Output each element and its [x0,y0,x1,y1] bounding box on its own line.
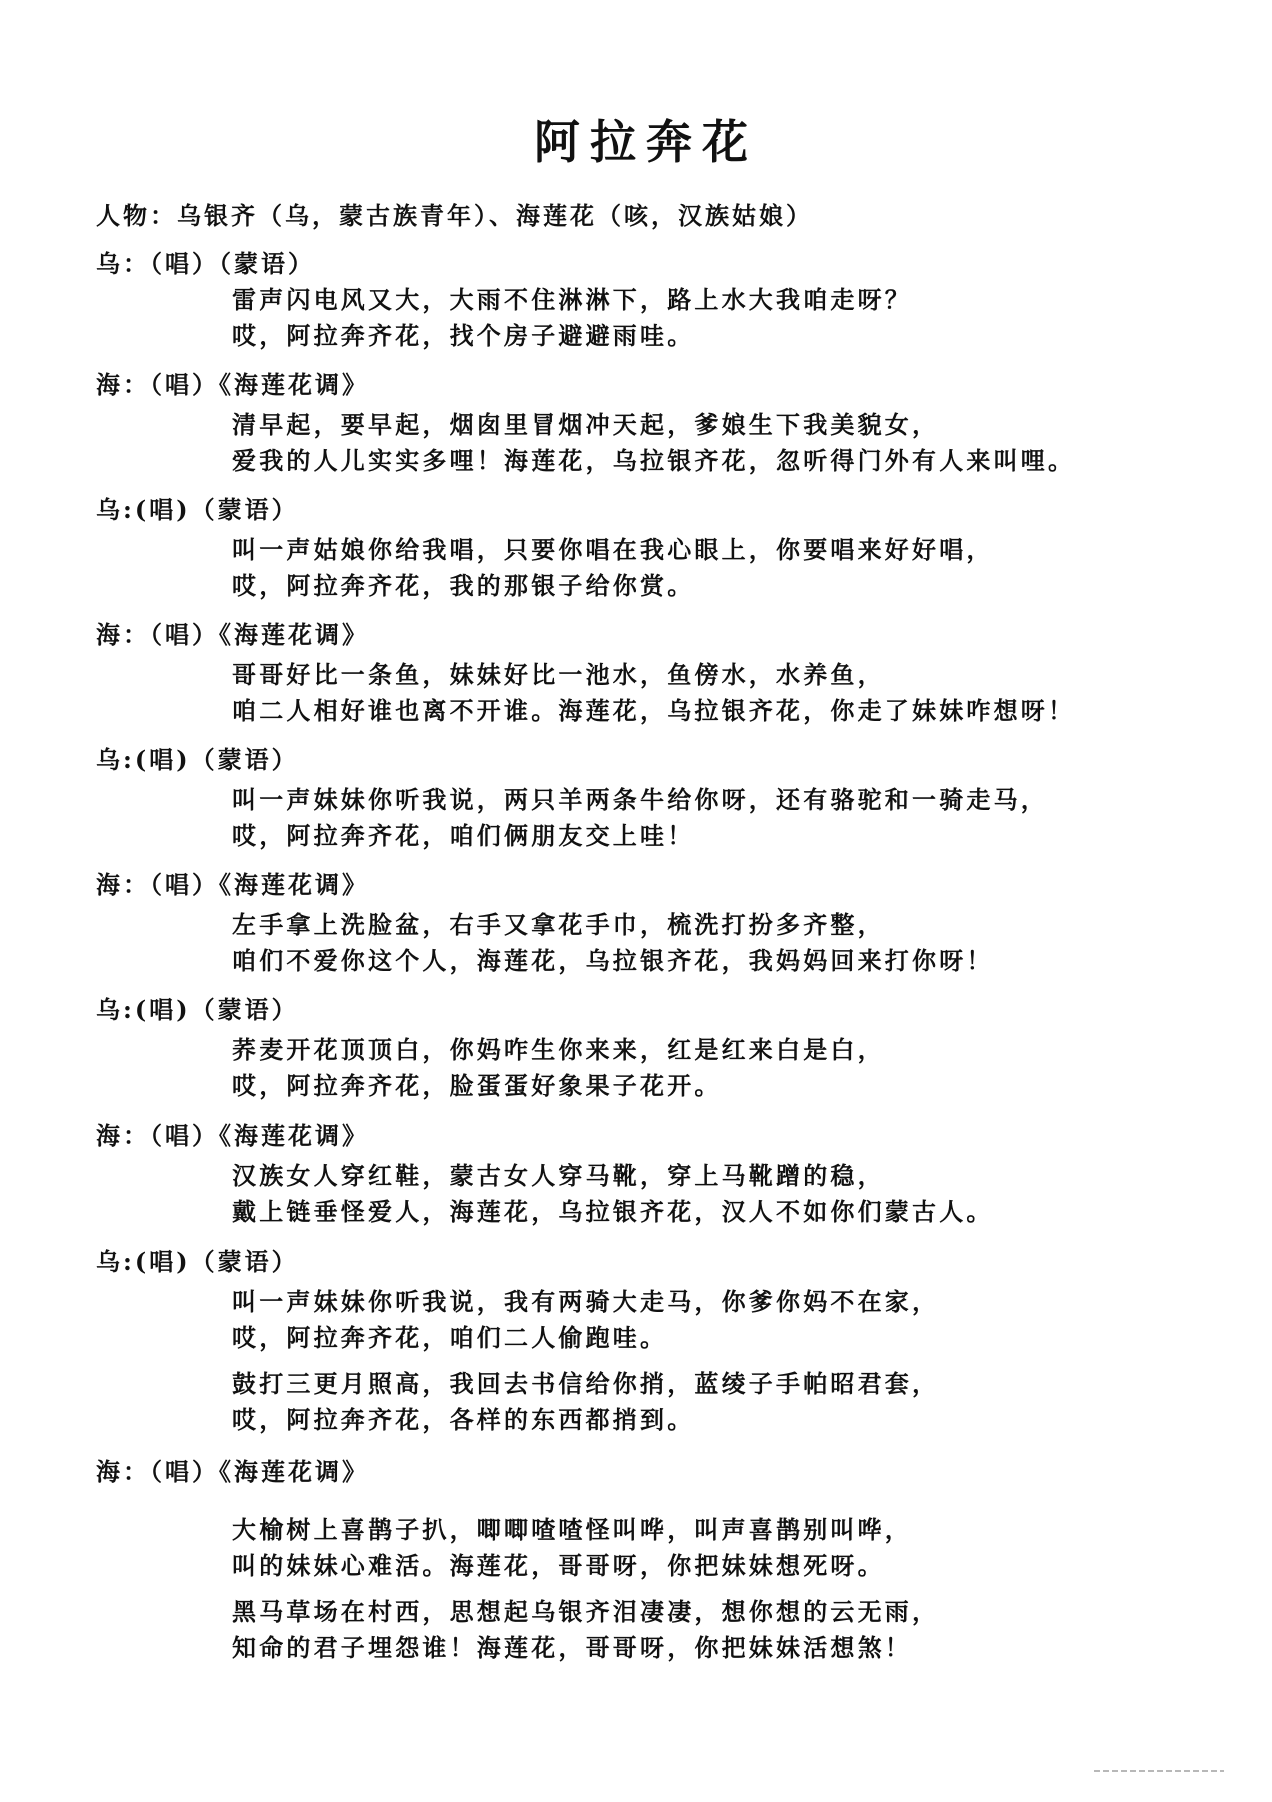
speaker-label: 海：（唱）《海莲花调》 [96,1121,369,1150]
verse-line: 哎，阿拉奔齐花，各样的东西都捎到。 [232,1405,695,1434]
speaker-label: 乌:(唱)（蒙语） [96,495,299,524]
verse-line: 雷声闪电风又大，大雨不住淋淋下，路上水大我咱走呀？ [232,285,912,314]
verse-line: 汉族女人穿红鞋，蒙古女人穿马靴，穿上马靴蹭的稳， [232,1161,885,1190]
verse-line: 哎，阿拉奔齐花，咱们二人偷跑哇。 [232,1323,668,1352]
verse-line: 叫一声妹妹你听我说，我有两骑大走马，你爹你妈不在家， [232,1287,940,1316]
verse-block [232,1158,994,1230]
verse-line: 清早起，要早起，烟囱里冒烟冲天起，爹娘生下我美貌女， [232,410,940,439]
speaker-label: 海：（唱）《海莲花调》 [96,620,369,649]
speaker-label: 海：（唱）《海莲花调》 [96,870,369,899]
verse-line: 哎，阿拉奔齐花，咱们俩朋友交上哇！ [232,821,695,850]
speaker-label: 乌:(唱)（蒙语） [96,995,299,1024]
verse-line: 鼓打三更月照高，我回去书信给你捎，蓝绫子手帕昭君套， [232,1369,940,1398]
verse-block [232,282,912,354]
verse-block [232,907,994,979]
verse-line: 叫一声姑娘你给我唱，只要你唱在我心眼上，你要唱来好好唱， [232,535,994,564]
verse-block [232,407,1075,479]
verse-block [232,1366,939,1438]
verse-line: 戴上链垂怪爱人，海莲花，乌拉银齐花，汉人不如你们蒙古人。 [232,1197,994,1226]
verse-line: 黑马草场在村西，思想起乌银齐泪凄凄，想你想的云无雨， [232,1597,940,1626]
speaker-label: 海：（唱）《海莲花调》 [96,370,369,399]
verse-line: 哎，阿拉奔齐花，我的那银子给你赏。 [232,571,695,600]
verse-line: 叫的妹妹心难活。海莲花，哥哥呀，你把妹妹想死呀。 [232,1551,885,1580]
verse-block [232,1284,939,1356]
verse-line: 哎，阿拉奔齐花，找个房子避避雨哇。 [232,321,695,350]
page-title: 阿拉奔花 [534,115,758,169]
verse-block [232,532,994,604]
verse-line: 知命的君子埋怨谁！海莲花，哥哥呀，你把妹妹活想煞！ [232,1633,912,1662]
verse-line: 哥哥好比一条鱼，妹妹好比一池水，鱼傍水，水养鱼， [232,660,885,689]
verse-line: 咱们不爱你这个人，海莲花，乌拉银齐花，我妈妈回来打你呀！ [232,946,994,975]
speaker-label: 乌：（唱）（蒙语） [96,249,315,278]
verse-line: 叫一声妹妹你听我说，两只羊两条牛给你呀，还有骆驼和一骑走马， [232,785,1048,814]
verse-block [232,1512,912,1584]
verse-line: 哎，阿拉奔齐花，脸蛋蛋好象果子花开。 [232,1071,722,1100]
verse-line: 荞麦开花顶顶白，你妈咋生你来来，红是红来白是白， [232,1035,885,1064]
verse-line: 爱我的人儿实实多哩！海莲花，乌拉银齐花，忽听得门外有人来叫哩。 [232,446,1076,475]
speaker-label: 乌:(唱)（蒙语） [96,1247,299,1276]
footer-watermark [1094,1770,1224,1772]
speaker-label: 海：（唱）《海莲花调》 [96,1457,369,1486]
speaker-label: 乌:(唱)（蒙语） [96,745,299,774]
verse-block [232,1594,939,1666]
verse-line: 左手拿上洗脸盆，右手又拿花手巾，梳洗打扮多齐整， [232,910,885,939]
verse-block [232,657,1075,729]
verse-block [232,1032,885,1104]
verse-line: 大榆树上喜鹊子扒，唧唧喳喳怪叫哗，叫声喜鹊别叫哗， [232,1515,912,1544]
cast-list: 人物：乌银齐（乌，蒙古族青年）、海莲花（咳，汉族姑娘） [96,201,813,230]
verse-block [232,782,1048,854]
verse-line: 咱二人相好谁也离不开谁。海莲花，乌拉银齐花，你走了妹妹咋想呀！ [232,696,1076,725]
